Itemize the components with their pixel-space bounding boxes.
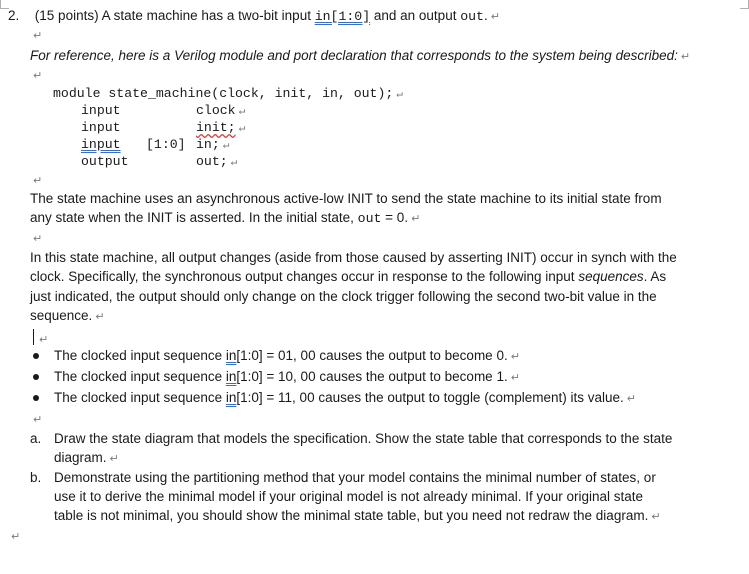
intro-prefix: (15 points) A state machine has a two-bit input	[34, 8, 315, 23]
para1-line2	[30, 209, 420, 228]
para2-line4	[30, 307, 105, 326]
code-row-kw: output	[81, 154, 129, 169]
paragraph-mark: ↵	[510, 351, 520, 363]
para1-code-out: out	[357, 211, 382, 226]
code-row-name	[196, 153, 237, 172]
paragraph-mark: ↵	[230, 157, 238, 169]
intro-end: .	[483, 8, 488, 23]
para2-line2	[30, 268, 666, 286]
code-row-name-text: clock	[196, 103, 236, 118]
bullet-dot	[33, 353, 39, 359]
code-row-name-text: init;	[196, 120, 236, 135]
paragraph-mark: ↵	[33, 70, 43, 82]
paragraph-mark: ↵	[11, 531, 21, 543]
paragraph-mark: ↵	[33, 233, 43, 245]
paragraph-mark: ↵	[33, 175, 43, 187]
bullet-signal: in	[225, 348, 237, 363]
part-b-line1: Demonstrate using the partitioning method that your model contains the minimal number of states, or	[54, 470, 656, 485]
paragraph-mark: ↵	[109, 453, 119, 465]
paragraph-mark: ↵	[33, 30, 43, 42]
bullet-item	[54, 389, 636, 408]
part-b-line3	[54, 507, 661, 526]
part-b-line3-text: table is not minimal, you should show the minimal state table, but you need not redraw the diagram.	[54, 508, 649, 523]
paragraph-mark: ↵	[39, 334, 49, 346]
bullet-suffix: [1:0] = 10, 00 causes the output to become 1.	[236, 369, 508, 384]
intro-code-in: in[1:0]	[314, 9, 371, 24]
bullet-prefix: The clocked input sequence	[54, 390, 226, 405]
part-label: b.	[30, 470, 42, 485]
para1-line1: The state machine uses an asynchronous active-low INIT to send the state machine to its initial state from	[30, 191, 662, 206]
para2-line3: just indicated, the output should only change on the clock trigger following the second two-bit value in the	[30, 289, 657, 304]
part-label: a.	[30, 431, 42, 446]
intro-mid: and an output	[370, 8, 461, 23]
bullet-signal: in	[225, 390, 237, 405]
paragraph-mark: ↵	[626, 393, 636, 405]
bullet-suffix: [1:0] = 01, 00 causes the output to become 0.	[236, 348, 508, 363]
para2-line2-prefix: clock. Specifically, the synchronous output changes occur in response to the following input	[30, 269, 579, 284]
reference-text: For reference, here is a Verilog module and port declaration that corresponds to the system being described:	[30, 48, 678, 63]
bullet-item	[54, 347, 520, 366]
bullet-dot	[33, 395, 39, 401]
bullet-signal: in	[225, 369, 237, 384]
intro-code-out: out	[460, 9, 484, 24]
paragraph-mark: ↵	[238, 123, 246, 135]
text-cursor	[33, 329, 34, 345]
paragraph-mark: ↵	[396, 89, 403, 101]
bullet-prefix: The clocked input sequence	[54, 348, 226, 363]
problem-number: 2.	[8, 8, 20, 23]
paragraph-mark: ↵	[510, 372, 520, 384]
paragraph-mark: ↵	[651, 511, 661, 523]
problem-heading	[8, 7, 500, 26]
code-row-name-text: out;	[196, 154, 228, 169]
para2-line1: In this state machine, all output changes (aside from those caused by asserting INIT) occur in synch with the	[30, 250, 677, 265]
code-row-width: [1:0]	[146, 137, 186, 152]
code-row-name-text: in;	[196, 137, 220, 152]
part-b-line2: use it to derive the minimal model if your original model is not already minimal. If your original state	[54, 489, 644, 504]
para1-line2-end: = 0.	[381, 210, 409, 225]
part-a-line1: Draw the state diagram that models the specification. Show the state table that corresponds to the state	[54, 431, 673, 446]
bullet-item	[54, 368, 520, 387]
paragraph-mark: ↵	[411, 213, 421, 225]
code-row-kw-text: input	[81, 137, 121, 152]
bullet-dot	[33, 374, 39, 380]
code-row-kw	[81, 136, 121, 154]
code-row-kw: input	[81, 120, 121, 135]
bullet-suffix: [1:0] = 11, 00 causes the output to toggle (complement) its value.	[236, 390, 624, 405]
paragraph-mark: ↵	[33, 414, 43, 426]
paragraph-mark: ↵	[222, 140, 230, 152]
para2-line2-end: . As	[643, 269, 667, 284]
bullet-prefix: The clocked input sequence	[54, 369, 226, 384]
reference-line	[30, 47, 690, 66]
code-module-declaration: module state_machine(clock, init, in, out);	[53, 86, 394, 101]
part-a-line2-text: diagram.	[54, 450, 107, 465]
paragraph-mark: ↵	[95, 311, 105, 323]
page-corner-mark-right	[740, 0, 749, 9]
paragraph-mark: ↵	[490, 11, 500, 23]
para2-line2-em: sequences	[578, 269, 644, 284]
paragraph-mark: ↵	[238, 106, 246, 118]
para1-line2-prefix: any state when the INIT is asserted. In the initial state,	[30, 210, 358, 225]
code-row-kw: input	[81, 103, 121, 118]
part-a-line2	[54, 449, 119, 468]
paragraph-mark: ↵	[680, 51, 691, 63]
para2-line4-text: sequence.	[30, 308, 93, 323]
